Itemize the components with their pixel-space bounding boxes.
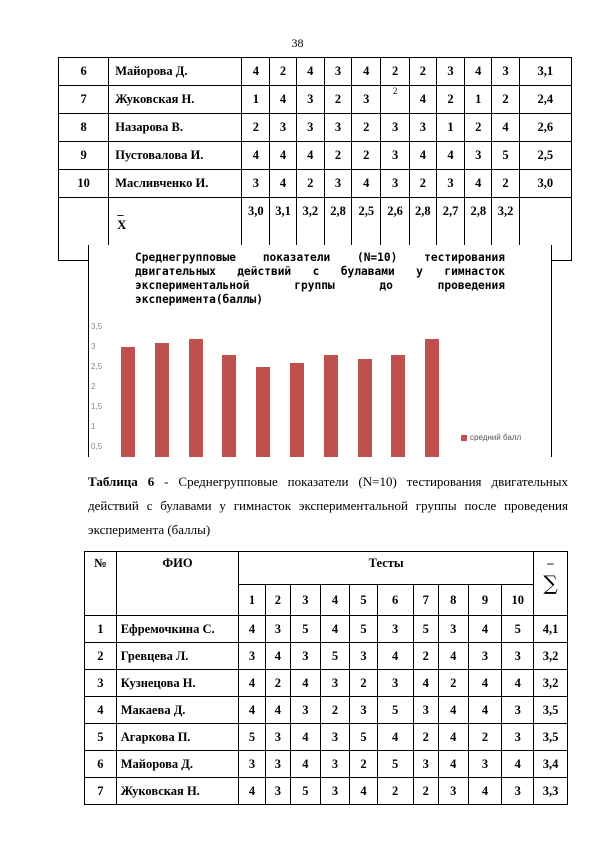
score-cell: 4 (438, 697, 468, 724)
score-cell: 3 (296, 114, 324, 142)
bar-chart (88, 245, 552, 457)
mean-value: 2,6 (381, 198, 409, 261)
table-row (59, 142, 572, 170)
score-cell: 4 (468, 697, 502, 724)
mean-cell: 2,5 (519, 142, 571, 170)
score-cell: 4 (242, 142, 270, 170)
mean-value: 3,2 (492, 198, 519, 261)
header-tests: Тесты (239, 552, 534, 585)
score-cell: 3 (265, 751, 290, 778)
row-number: 6 (85, 751, 117, 778)
y-tick-label: 2,5 (91, 362, 103, 371)
row-number: 8 (59, 114, 109, 142)
y-tick-label: 3 (91, 342, 96, 351)
score-cell: 4 (409, 142, 436, 170)
test-number: 4 (320, 585, 350, 616)
score-cell: 2 (377, 778, 413, 805)
score-cell: 4 (492, 114, 519, 142)
chart-bar (425, 339, 439, 457)
score-cell: 3 (502, 697, 534, 724)
mean-cell: 2,6 (519, 114, 571, 142)
athlete-name: Жуковская Н. (116, 778, 239, 805)
score-cell: 4 (239, 616, 265, 643)
score-cell: 2 (409, 58, 436, 86)
score-cell: 4 (465, 170, 492, 198)
mean-bar: _ (117, 203, 124, 217)
athlete-name: Макаева Д. (116, 697, 239, 724)
athlete-name: Жуковская Н. (109, 86, 242, 114)
score-cell: 2 (413, 724, 438, 751)
score-cell: 3 (239, 751, 265, 778)
test-number: 6 (377, 585, 413, 616)
athlete-name: Пустовалова И. (109, 142, 242, 170)
score-cell: 4 (320, 616, 350, 643)
page-number: 38 (291, 36, 304, 50)
chart-bar (256, 367, 270, 457)
score-cell: 5 (377, 751, 413, 778)
mean-value: 3,2 (296, 198, 324, 261)
mean-cell: 3,1 (519, 58, 571, 86)
score-cell: 2 (320, 697, 350, 724)
header-num: № (85, 552, 117, 616)
score-cell: 2 (265, 670, 290, 697)
sum-symbol: ∑ (543, 571, 558, 595)
test-number: 3 (291, 585, 321, 616)
score-cell: 2 (350, 751, 377, 778)
table-row (85, 697, 568, 724)
score-cell: 4 (413, 670, 438, 697)
mean-cell: 3,2 (534, 670, 568, 697)
chart-bar (324, 355, 338, 457)
score-cell: 4 (265, 697, 290, 724)
score-cell: 3 (324, 58, 351, 86)
score-cell: 4 (468, 670, 502, 697)
score-cell: 4 (239, 778, 265, 805)
row-number: 3 (85, 670, 117, 697)
score-cell: 3 (468, 751, 502, 778)
score-cell: 4 (352, 170, 381, 198)
score-cell: 3 (438, 616, 468, 643)
score-cell: 2 (436, 86, 464, 114)
score-cell: 3 (381, 142, 409, 170)
chart-bar (391, 355, 405, 457)
score-cell: 3 (320, 778, 350, 805)
score-cell: 3 (265, 724, 290, 751)
y-tick-label: 2 (91, 382, 96, 391)
score-cell: 4 (409, 86, 436, 114)
score-cell: 2 (350, 670, 377, 697)
chart-bar (290, 363, 304, 457)
score-cell: 3 (409, 114, 436, 142)
score-cell: 5 (350, 724, 377, 751)
row-number: 6 (59, 58, 109, 86)
chart-bar (121, 347, 135, 457)
score-cell: 4 (502, 670, 534, 697)
mean-cell: 3,0 (519, 170, 571, 198)
score-cell: 3 (502, 778, 534, 805)
score-cell: 3 (350, 697, 377, 724)
score-cell: 2 (352, 142, 381, 170)
score-cell: 2 (324, 86, 351, 114)
table-row (59, 86, 572, 114)
caption-label: Таблица 6 (88, 474, 155, 489)
table-row (85, 778, 568, 805)
score-cell: 2 (492, 170, 519, 198)
score-cell: 4 (377, 643, 413, 670)
test-number: 10 (502, 585, 534, 616)
row-number: 7 (59, 86, 109, 114)
score-cell: 3 (242, 170, 270, 198)
score-cell: 5 (350, 616, 377, 643)
athlete-name: Гревцева Л. (116, 643, 239, 670)
test-number: 8 (438, 585, 468, 616)
y-tick-label: 3,5 (91, 322, 103, 331)
score-cell: 2 (270, 58, 296, 86)
score-cell: 2 (324, 142, 351, 170)
chart-bar (222, 355, 236, 457)
y-tick-label: 1 (91, 422, 96, 431)
athlete-name: Майорова Д. (116, 751, 239, 778)
score-cell: 3 (438, 778, 468, 805)
mean-cell: 3,3 (534, 778, 568, 805)
chart-bar (189, 339, 203, 457)
score-cell: 3 (492, 58, 519, 86)
score-cell: 3 (352, 86, 381, 114)
athlete-name: Ефремочкина С. (116, 616, 239, 643)
score-cell: 2 (381, 86, 409, 114)
score-cell: 3 (270, 114, 296, 142)
score-cell: 3 (296, 86, 324, 114)
score-cell: 2 (296, 170, 324, 198)
score-cell: 4 (291, 670, 321, 697)
score-cell: 4 (502, 751, 534, 778)
score-cell: 3 (265, 616, 290, 643)
score-cell: 3 (324, 170, 351, 198)
mean-cell: 4,1 (534, 616, 568, 643)
score-cell: 3 (291, 643, 321, 670)
chart-legend (461, 433, 521, 442)
table-caption (88, 470, 568, 542)
mean-value: 2,5 (352, 198, 381, 261)
row-number: 7 (85, 778, 117, 805)
athlete-name: Масливченко И. (109, 170, 242, 198)
chart-title: Среднегрупповые показатели (N=10) тестирования двигательных действий с булавами у гимнасток экспериментальной группы до проведения эксперимента(баллы) (135, 251, 505, 306)
athlete-name: Кузнецова Н. (116, 670, 239, 697)
score-cell: 4 (438, 724, 468, 751)
score-cell: 5 (502, 616, 534, 643)
mean-symbol: X (117, 218, 127, 232)
score-cell: 3 (502, 643, 534, 670)
score-cell: 5 (239, 724, 265, 751)
mean-value: 3,0 (242, 198, 270, 261)
test-number: 1 (239, 585, 265, 616)
score-cell: 5 (377, 697, 413, 724)
score-cell: 3 (377, 616, 413, 643)
legend-swatch (461, 435, 467, 441)
score-cell: 3 (502, 724, 534, 751)
score-cell: 5 (492, 142, 519, 170)
score-cell: 4 (265, 643, 290, 670)
score-cell: 5 (291, 778, 321, 805)
chart-bar (155, 343, 169, 457)
score-cell: 2 (242, 114, 270, 142)
caption-text: - Среднегрупповые показатели (N=10) тестирования двигательных действий с булавами у гимнасток экспериментальной группы после проведения эксперимента (баллы) (88, 474, 568, 537)
score-cell: 1 (436, 114, 464, 142)
score-cell: 4 (270, 142, 296, 170)
score-cell: 2 (465, 114, 492, 142)
table-before-experiment (58, 57, 572, 261)
score-cell: 4 (270, 86, 296, 114)
score-cell: 4 (296, 142, 324, 170)
table-row (85, 724, 568, 751)
mean-cell: 3,5 (534, 724, 568, 751)
score-cell: 2 (468, 724, 502, 751)
mean-value: 2,8 (324, 198, 351, 261)
score-cell: 1 (465, 86, 492, 114)
table-row (85, 643, 568, 670)
score-cell: 3 (468, 643, 502, 670)
score-cell: 3 (291, 697, 321, 724)
score-cell: 4 (438, 643, 468, 670)
test-number: 5 (350, 585, 377, 616)
table-row (59, 58, 572, 86)
score-cell: 2 (413, 643, 438, 670)
score-cell: 3 (320, 670, 350, 697)
score-cell: 3 (381, 170, 409, 198)
score-cell: 3 (320, 724, 350, 751)
test-number: 2 (265, 585, 290, 616)
score-cell: 4 (436, 142, 464, 170)
score-cell: 3 (413, 697, 438, 724)
score-cell: 4 (296, 58, 324, 86)
score-cell: 3 (350, 643, 377, 670)
score-cell: 4 (377, 724, 413, 751)
athlete-name: Агаркова П. (116, 724, 239, 751)
athlete-name: Назарова В. (109, 114, 242, 142)
score-cell: 3 (239, 643, 265, 670)
score-cell: 2 (438, 670, 468, 697)
table-row (59, 114, 572, 142)
table-after-experiment (84, 551, 568, 805)
score-cell: 4 (291, 724, 321, 751)
table-row (59, 170, 572, 198)
score-cell: 2 (409, 170, 436, 198)
score-cell: 5 (291, 616, 321, 643)
mean-cell: 3,5 (534, 697, 568, 724)
score-cell: 3 (324, 114, 351, 142)
row-number: 9 (59, 142, 109, 170)
score-cell: 2 (352, 114, 381, 142)
score-cell: 4 (239, 670, 265, 697)
score-cell: 5 (413, 616, 438, 643)
mean-value: 3,1 (270, 198, 296, 261)
mean-cell: 3,2 (534, 643, 568, 670)
mean-cell: 2,4 (519, 86, 571, 114)
header-mean (534, 552, 568, 616)
score-cell: 3 (465, 142, 492, 170)
header-name: ФИО (116, 552, 239, 616)
y-tick-label: 1,5 (91, 402, 103, 411)
row-number: 2 (85, 643, 117, 670)
score-cell: 3 (436, 58, 464, 86)
score-cell: 2 (492, 86, 519, 114)
score-cell: 4 (291, 751, 321, 778)
row-number: 1 (85, 616, 117, 643)
row-number: 4 (85, 697, 117, 724)
score-cell: 3 (265, 778, 290, 805)
row-number: 5 (85, 724, 117, 751)
mean-bar-symbol: – (547, 556, 554, 570)
score-cell: 4 (468, 616, 502, 643)
score-cell: 2 (413, 778, 438, 805)
mean-value: 2,7 (436, 198, 464, 261)
score-cell: 1 (242, 86, 270, 114)
score-cell: 4 (468, 778, 502, 805)
score-cell: 3 (436, 170, 464, 198)
y-tick-label: 0,5 (91, 442, 103, 451)
table-row (85, 670, 568, 697)
test-number: 7 (413, 585, 438, 616)
score-cell: 2 (381, 58, 409, 86)
score-cell: 4 (465, 58, 492, 86)
table-row (85, 616, 568, 643)
score-cell: 4 (438, 751, 468, 778)
table-row (85, 751, 568, 778)
score-cell: 4 (350, 778, 377, 805)
legend-label: средний балл (470, 433, 522, 442)
mean-value: 2,8 (409, 198, 436, 261)
score-cell: 4 (352, 58, 381, 86)
score-cell: 3 (381, 114, 409, 142)
score-cell: 4 (242, 58, 270, 86)
test-number: 9 (468, 585, 502, 616)
athlete-name: Майорова Д. (109, 58, 242, 86)
score-cell: 5 (320, 643, 350, 670)
chart-bar (358, 359, 372, 457)
mean-value: 2,8 (465, 198, 492, 261)
score-cell: 4 (270, 170, 296, 198)
table-header-row (85, 552, 568, 585)
score-cell: 3 (377, 670, 413, 697)
row-number: 10 (59, 170, 109, 198)
mean-cell: 3,4 (534, 751, 568, 778)
score-cell: 4 (239, 697, 265, 724)
score-cell: 3 (320, 751, 350, 778)
score-cell: 3 (413, 751, 438, 778)
